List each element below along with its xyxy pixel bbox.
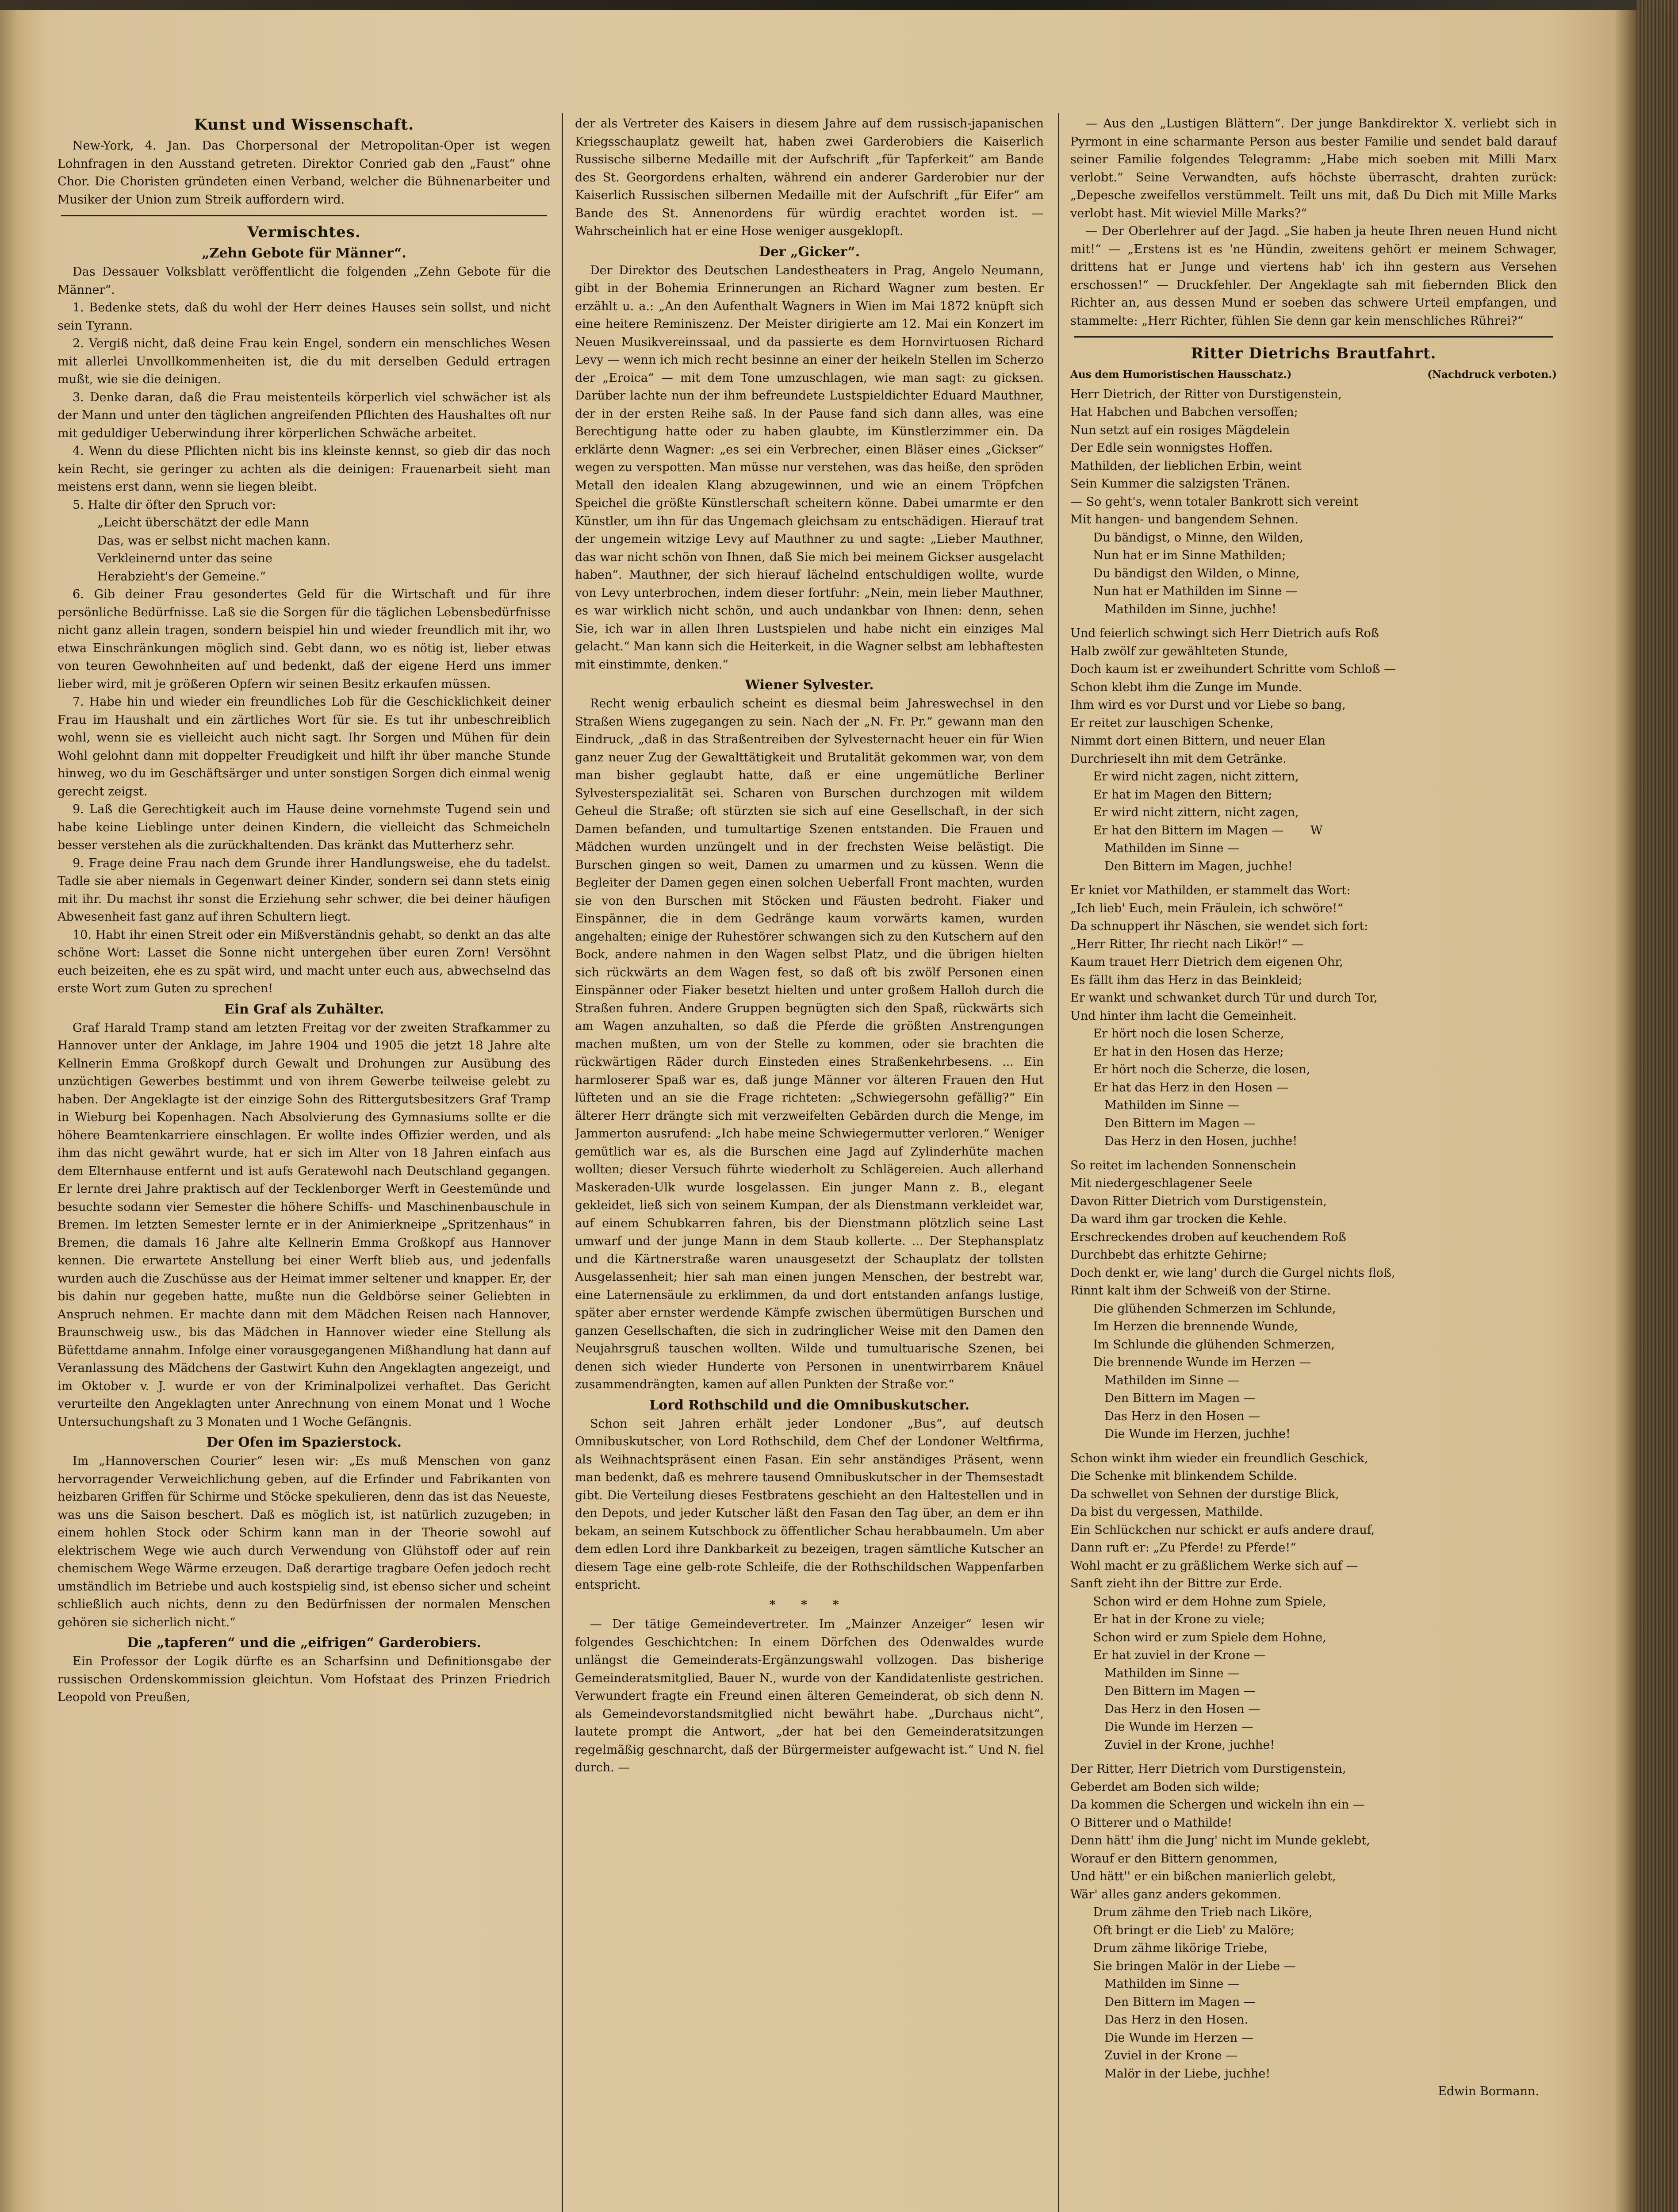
article-gemeindevertreter	[575, 1616, 1044, 1777]
paragraph: 2. Vergiß nicht, daß deine Frau kein Engel, sondern ein menschliches Wesen mit allerlei Unvollkommenheiten ist, die du mit derselben Geduld ertragen mußt, wie sie die deinigen.	[57, 337, 551, 386]
poem-line: Er hat in der Krone zu viele;	[1070, 1613, 1265, 1626]
poem-source: Aus dem Humoristischen Hausschatz.)	[1070, 369, 1292, 380]
poem-line: Sanft zieht ihn der Bittre zur Erde.	[1070, 1577, 1283, 1590]
article-title-garderobiers: Die „tapferen“ und die „eifrigen“ Garderobiers.	[127, 1635, 481, 1651]
poem-source-line	[1070, 366, 1557, 384]
paragraph: 1. Bedenke stets, daß du wohl der Herr deines Hauses sein sollst, und nicht sein Tyrann.	[57, 301, 551, 333]
article-rothschild	[575, 1415, 1044, 1594]
poem-line: Der Edle sein wonnigstes Hoffen.	[1070, 441, 1273, 455]
poem-line: Dann ruft er: „Zu Pferde! zu Pferde!“	[1070, 1541, 1297, 1555]
paragraph: — Der Oberlehrer auf der Jagd. „Sie haben ja heute Ihren neuen Hund nicht mit!“ — „Erstens ist es 'ne Hündin, zweitens gehört er meinem Schwager, drittens hat er Junge und viertens hab' ich ihn gestern aus Versehen erschossen!“ — Druckfehler. Der Angeklagte sah mit fiebernden Blick den Richter an, aus dessen Mund er soeben das schwere Urteil empfangen, und stammelte: „Herr Richter, fühlen Sie denn gar kein menschliches Rührei?“	[1070, 224, 1557, 328]
poem-line: Da ward ihm gar trocken die Kehle.	[1070, 1212, 1287, 1226]
poem-line: Die brennende Wunde im Herzen —	[1070, 1356, 1311, 1369]
poem-line: Das Herz in den Hosen, juchhe!	[1070, 1134, 1298, 1148]
poem-line: Und hätt'' er ein bißchen manierlich gelebt,	[1070, 1870, 1336, 1883]
poem-line: Erschreckendes droben auf keuchendem Roß	[1070, 1230, 1346, 1244]
poem-line: Die glühenden Schmerzen im Schlunde,	[1070, 1302, 1336, 1316]
poem-line: Mathilden, der lieblichen Erbin, weint	[1070, 459, 1302, 473]
section-divider	[61, 215, 547, 216]
poem-line: Wär' alles ganz anders gekommen.	[1070, 1887, 1281, 1901]
paragraph: Recht wenig erbaulich scheint es diesmal beim Jahreswechsel in den Straßen Wiens zugegangen zu sein. Nach der „N. Fr. Pr.“ gewann man den Eindruck, „daß in das Straßentreiben der Sylvesternacht heuer ein für Wien ganz neuer Zug der Gewalttätigkeit und Brutalität gekommen war, von dem man bisher geglaubt hatte, daß er eine ungemütliche Berliner Sylvesterspezialität sei. Scharen von Burschen durchzogen mit wildem Geheul die Straße; oft stürzten sie sich auf eine Gesellschaft, in der sich Damen befanden, und tumultartige Szenen entstanden. Die Frauen und Mädchen wurden unzüngelt und in der frechsten Weise belästigt. Die Burschen gingen so weit, Damen zu umarmen und zu küssen. Wenn die Begleiter der Damen gegen einen solchen Ueberfall Front machten, wurden sie von den Burschen mit Stöcken und Fäusten bedroht. Fiaker und Einspänner, die in dem Gedränge kaum vorwärts kamen, wurden angehalten; einige der Ruhestörer schwangen sich zu den Kutschern auf den Bock, andere nahmen in den Wagen selbst Platz, und die übrigen hielten sich rückwärts an dem Wagen fest, so daß oft bis zwölf Personen einen Einspänner oder Fiaker besetzt hielten und unter großem Halloh durch die Straßen fuhren. Andere Gruppen begnügten sich den Spaß, rückwärts sich am Wagen anzuhalten, so daß die Pferde die größten Anstrengungen machen mußten, um von der Stelle zu kommen, oder sie brachten die rückwärtigen Räder durch Einsteden eines Straßenkehrbesens. ... Ein harmloserer Spaß war es, daß junge Männer vor älteren Frauen den Hut lüfteten und an sie die Frage richteten: „Schwiegersohn gefällig?“ Ein älterer Herr drängte sich mit verzweifelten Gebärden durch die Menge, im Jammerton ausrufend: „Ich habe meine Schwiegermutter verloren.“ Weniger gemütlich war es, als die Burschen eine Jagd auf Zylinderhüte machen wollten; dieser Versuch führte wiederholt zu Schlägereien. Auch allerhand Maskeraden-Ulk wurde losgelassen. Ein junger Mann z. B., elegant gekleidet, ließ sich von seinem Kumpan, der als Dienstmann verkleidet war, auf einem Schubkarren fahren, bis der Dienstmann plötzlich seine Last umwarf und der junge Mann in dem Staub kollerte. ... Der Stephansplatz und die Kärtnerstraße waren unausgesetzt der Schauplatz der tollsten Ausgelassenheit; hier sah man einen jungen Menschen, der bestrebt war, eine Laternensäule zu erklimmen, da und dort entstanden anfangs lustige, später aber ernster werdende Kämpfe zwischen übermütigen Burschen und ganzen Gesellschaften, die sich in zudringlicher Weise mit den Damen den Neujahrsgruß tauschen wollten. Wilde und tumultuarische Szenen, bei denen sich wieder Hunderte von Personen in unentwirrbarem Knäuel zusammendrängten, kamen auf allen Punkten der Straße vor.“	[575, 697, 1044, 1391]
poem-line: Den Bittern im Magen —	[1070, 1684, 1256, 1698]
poem-line: Im Schlunde die glühenden Schmerzen,	[1070, 1337, 1335, 1352]
poem-line: Da schwellet von Sehnen der durstige Blick,	[1070, 1487, 1339, 1501]
poem-line: Durchbebt das erhitzte Gehirne;	[1070, 1248, 1267, 1262]
poem-line: Sie bringen Malör in der Liebe —	[1070, 1959, 1296, 1973]
asterisk-divider: * * *	[769, 1598, 850, 1612]
paragraph: Graf Harald Tramp stand am letzten Freitag vor der zweiten Strafkammer zu Hannover unter der Anklage, im Jahre 1904 und 1905 die jetzt 18 Jahre alte Kellnerin Emma Großkopf durch Gewalt und Drohungen zur Ausübung des unzüchtigen Gewerbes bestimmt und von ihrem Gewerbe teilweise gelebt zu haben. Der Angeklagte ist der einzige Sohn des Rittergutsbesitzers Graf Tramp in Wieburg bei Kopenhagen. Nach Absolvierung des Gymnasiums sollte er die höhere Beamtenkarriere einschlagen. Er wollte indes Offizier werden, und als ihm das nicht gewährt wurde, hat er sich im Alter von 18 Jahren einfach aus dem Elternhause entfernt und ist aufs Geratewohl nach Deutschland gegangen. Er lernte drei Jahre praktisch auf der Tecklenborger Werft in Geestemünde und besuchte sodann vier Semester die höhere Schiffs- und Maschinenbauschule in Bremen. Im letzten Semester lernte er in der Animierkneipe „Spritzenhaus“ in Bremen, die damals 16 Jahre alte Kellnerin Emma Großkopf aus Hannover kennen. Die erwartete Anstellung bei einer Werft blieb aus, und jedenfalls wurden auch die Zuschüsse aus der Heimat immer seltener und knapper. Er, der bis dahin nur gegeben hatte, mußte nun die Geldbörse seiner Geliebten in Anspruch nehmen. Er machte dann mit dem Mädchen Reisen nach Hannover, Braunschweig usw., bis das Mädchen in Hannover wieder eine Stellung als Büfettdame annahm. Infolge einer vorausgegangenen Mißhandlung hat dann auf Veranlassung des Mädchens der Gastwirt Kuhn den Angeklagten angezeigt, und im Oktober v. J. wurde er von der Kriminalpolizei verhaftet. Das Gericht verurteilte den Angeklagten unter Anrechnung von einem Monat und 1 Woche Untersuchungshaft zu 3 Monaten und 1 Woche Gefängnis.	[57, 1021, 551, 1429]
poem-line: Zuviel in der Krone, juchhe!	[1070, 1738, 1275, 1752]
poem-line: Er hat in den Hosen das Herze;	[1070, 1045, 1284, 1059]
poem-line: Da schnuppert ihr Näschen, sie wendet sich fort:	[1070, 919, 1368, 933]
poem-line: Den Bittern im Magen —	[1070, 1116, 1256, 1130]
paragraph: Im „Hannoverschen Courier“ lesen wir: „Es muß Menschen von ganz hervorragender Verweichlichung geben, auf die Erfinder und Fabrikanten von heizbaren Griffen für Schirme und Stöcke spekulieren, denn das ist das Neueste, was uns die Saison beschert. Daß es möglich ist, ist natürlich zuzugeben; in einem hohlen Stock oder Schirm kann man in der Theorie sowohl auf elektrischem Wege wie auch durch Verwendung von Glühstoff oder auf rein chemischem Wege Wärme erzeugen. Daß derartige tragbare Oefen jedoch recht umständlich im Betriebe und auch kostspielig sind, ist ebenso sicher und scheint schließlich auch nichts, denn zu den Bedürfnissen der normalen Menschen gehören sie sicherlich nicht.“	[57, 1454, 551, 1629]
poem-line: Geberdet am Boden sich wilde;	[1070, 1780, 1260, 1794]
section-heading-vermischtes: Vermischtes.	[247, 223, 361, 241]
article-garderobiers-cont	[575, 115, 1044, 241]
paragraph: — Der tätige Gemeindevertreter. Im „Mainzer Anzeiger“ lesen wir folgendes Geschichtchen: In einem Dörfchen des Odenwaldes wurde unlängst die Gemeinderats-Ergänzungswahl vollzogen. Das bisherige Gemeinderatsmitglied, Bauer N., wurde von der Kandidatenliste gestrichen. Verwundert fragte ein Freund einen älteren Gemeinderat, ob sich denn N. als Gemeindevorstandsmitglied nicht bewährt habe. „Durchaus nicht“, lautete prompt die Antwort, „der hat bei den Gemeinderatsitzungen regelmäßig geschnarcht, daß der Bürgermeister aufgewacht ist.“ Und N. fiel durch. —	[575, 1617, 1044, 1774]
poem-line: Die Wunde im Herzen, juchhe!	[1070, 1427, 1291, 1441]
poem-line: Den Bittern im Magen —	[1070, 1391, 1256, 1405]
poem-line: Das Herz in den Hosen —	[1070, 1409, 1260, 1423]
poem-line: Durchrieselt ihn mit dem Getränke.	[1070, 752, 1287, 766]
verse-line: Herabzieht's der Gemeine.“	[97, 569, 266, 584]
article-wiener-sylvester	[575, 695, 1044, 1394]
poem-line: Es fällt ihm das Herz in das Beinkleid;	[1070, 973, 1303, 987]
poem-line: Drum zähme den Trieb nach Liköre,	[1070, 1905, 1313, 1919]
article-graf	[57, 1019, 551, 1432]
poem-line: Oft bringt er die Lieb' zu Malöre;	[1070, 1923, 1295, 1937]
column-rule-1	[562, 113, 563, 2212]
poem-title: Ritter Dietrichs Brautfahrt.	[1191, 345, 1437, 362]
poem-line: Denn hätt' ihm die Jung' nicht im Munde geklebt,	[1070, 1834, 1370, 1847]
article-title-wiener-sylvester: Wiener Sylvester.	[745, 677, 874, 693]
poem-line: Halb zwölf zur gewählteten Stunde,	[1070, 644, 1288, 658]
poem-line: Er reitet zur lauschigen Schenke,	[1070, 716, 1274, 730]
poem-line: Mathilden im Sinne —	[1070, 1977, 1240, 1991]
poem-line: Er wird nicht zittern, nicht zagen,	[1070, 806, 1299, 819]
poem-line: Nimmt dort einen Bittern, und neuer Elan	[1070, 734, 1326, 748]
poem-line: O Bitterer und o Mathilde!	[1070, 1816, 1233, 1830]
poem-line: Die Wunde im Herzen —	[1070, 1720, 1253, 1734]
paragraph: Der Direktor des Deutschen Landestheaters in Prag, Angelo Neumann, gibt in der Bohemia Erinnerungen an Richard Wagner zum besten. Er erzählt u. a.: „An den Aufenthalt Wagners in Wien im Mai 1872 knüpft sich eine heitere Reminiszenz. Der Meister dirigierte am 12. Mai ein Konzert im Neuen Musikvereinssaal, und da passierte es dem Hornvirtuosen Richard Levy — wenn ich mich recht besinne an einer der heikeln Stellen im Scherzo der „Eroica“ — mit dem Tone umzuschlagen, wie man sagt: zu gicksen. Darüber lachte nun der ihm befreundete Lustspieldichter Eduard Mauthner, der in der ersten Reihe saß. In der Pause fand sich dann alles, was eine Berechtigung hatte oder zu haben glaubte, im Künstlerzimmer ein. Da erklärte denn Wagner: „es sei ein Verbrecher, einen Bläser eines „Gickser“ wegen zu verspotten. Man müsse nur verstehen, was das heiße, den spröden Metall den idealen Klang abzugewinnen, und wie an einem Tröpfchen Speichel die größte Künstlerschaft scheitern könne. Dabei umarmte er den Künstler, um ihn für das Ungemach gleichsam zu entschädigen. Hierauf trat der ungemein witzige Levy auf Mauthner zu und sagte: „Lieber Mauthner, das war nicht schön von Ihnen, daß Sie mich bei meinem Gickser ausgelacht haben“. Mauthner, der sich hierauf lächelnd entschuldigen wollte, wurde von Levy unterbrochen, indem dieser fortfuhr: „Nein, mein lieber Mauthner, es war wirklich nicht schön, und auch undankbar von Ihnen: denn, sehen Sie, ich war in allen Ihren Lustspielen und habe nicht ein einziges Mal gelacht.“ Man kann sich die Heiterkeit, in die Wagner selbst am lebhaftesten mit einstimmte, denken.“	[575, 263, 1044, 672]
poem-line: Er wird nicht zagen, nicht zittern,	[1070, 770, 1299, 783]
poem-line: Das Herz in den Hosen.	[1070, 2013, 1249, 2027]
poem-line: Mathilden im Sinne —	[1070, 841, 1240, 855]
column-2	[575, 115, 1044, 2212]
poem-line: Und feierlich schwingt sich Herr Dietrich aufs Roß	[1070, 626, 1379, 640]
poem-line: Nun hat er im Sinne Mathilden;	[1070, 549, 1286, 562]
column-3	[1070, 115, 1557, 2212]
article-title-zehn-gebote: „Zehn Gebote für Männer“.	[202, 246, 406, 261]
poem-line: Im Herzen die brennende Wunde,	[1070, 1320, 1298, 1333]
section-divider	[1074, 336, 1553, 338]
paragraph: 3. Denke daran, daß die Frau meistenteils körperlich viel schwächer ist als der Mann und unter den täglichen angreifenden Pflichten des Haushaltes oft nur mit geduldiger Ueberwindung ihrer körperlichen Schwäche arbeitet.	[57, 390, 551, 440]
article-title-graf: Ein Graf als Zuhälter.	[224, 1001, 384, 1017]
article-title-gicker: Der „Gicker“.	[759, 244, 860, 260]
poem-line: Ein Schlückchen nur schickt er aufs andere drauf,	[1070, 1523, 1375, 1537]
poem-line: Nun hat er Mathilden im Sinne —	[1070, 584, 1298, 598]
poem-line: Er hat zuviel in der Krone —	[1070, 1648, 1266, 1662]
article-ofen	[57, 1452, 551, 1632]
paragraph: 5. Halte dir öfter den Spruch vor:	[73, 498, 276, 512]
poem-line: Schon klebt ihm die Zunge im Munde.	[1070, 680, 1303, 694]
poem-line: Er kniet vor Mathilden, er stammelt das Wort:	[1070, 883, 1351, 897]
poem-author: Edwin Bormann.	[1438, 2085, 1539, 2098]
poem-line: Zuviel in der Krone —	[1070, 2049, 1238, 2062]
column-rule-2	[1058, 113, 1059, 2212]
poem-line: Er wankt und schwanket durch Tür und durch Tor,	[1070, 991, 1378, 1005]
poem-line: Mathilden im Sinne —	[1070, 1666, 1240, 1680]
poem-line: Doch denkt er, wie lang' durch die Gurgel nichts floß,	[1070, 1266, 1395, 1280]
poem-line: Mit hangen- und bangendem Sehnen.	[1070, 513, 1299, 526]
poem-line: Er hat den Bittern im Magen — W	[1070, 823, 1323, 837]
quoted-verse	[57, 514, 551, 586]
poem-line: Drum zähme likörige Triebe,	[1070, 1941, 1268, 1955]
paragraph: — Aus den „Lustigen Blättern“. Der junge Bankdirektor X. verliebt sich in Pyrmont in eine scharmante Person aus bester Familie und sendet bald darauf seiner Familie folgendes Telegramm: „Habe mich soeben mit Milli Marx verlobt.“ Seine Verwandten, aufs höchste überrascht, drahten zurück: „Depesche zweifellos verstümmelt. Teilt uns mit, daß Du Dich mit Mille Marks verlobt hast. Mit wieviel Mille Marks?“	[1070, 117, 1557, 220]
poem-line: Rinnt kalt ihm der Schweiß von der Stirne.	[1070, 1284, 1331, 1298]
poem-line: Ihm wird es vor Durst und vor Liebe so bang,	[1070, 698, 1346, 712]
poem-line: Worauf er den Bittern genommen,	[1070, 1851, 1278, 1866]
article-garderobiers	[57, 1653, 551, 1707]
poem-line: Du bändigst den Wilden, o Minne,	[1070, 566, 1300, 580]
poem-line: Mit niedergeschlagener Seele	[1070, 1176, 1253, 1190]
poem-line: „Ich lieb' Euch, mein Fräulein, ich schwöre!“	[1070, 901, 1344, 915]
stanza-gap	[1070, 1444, 1557, 1450]
poem-line: Du bändigst, o Minne, den Wilden,	[1070, 530, 1304, 545]
stanza-gap	[1070, 876, 1557, 882]
verse-line: Verkleinernd unter das seine	[97, 552, 272, 565]
paragraph: 10. Habt ihr einen Streit oder ein Mißverständnis gehabt, so denkt an das alte schöne Wort: Lasset die Sonne nicht untergehen über euren Zorn! Versöhnt euch beizeiten, ehe es zu spät wird, und macht unter euch aus, abwechselnd das erste Wort zum Guten zu sprechen!	[57, 928, 551, 995]
stanza-gap	[1070, 1151, 1557, 1157]
stanza-gap	[1070, 1754, 1557, 1760]
stanza-gap	[1070, 618, 1557, 625]
poem-line: Den Bittern im Magen —	[1070, 1995, 1256, 2009]
poem-body	[1070, 386, 1557, 2083]
poem-line: Wohl macht er zu gräßlichem Werke sich auf —	[1070, 1559, 1358, 1573]
paragraph: 7. Habe hin und wieder ein freundliches Lob für die Geschicklichkeit deiner Frau im Haushalt und ein zärtliches Wort für sie. Es tut ihr unbeschreiblich wohl, wenn sie es vielleicht auch nicht sagt. Ihr Sorgen und Mühen für dein Wohl gelohnt dann mit doppelter Freudigkeit und hilft ihr über manche Stunde hinweg, wo du im Geschäftsärger und unter sonstigen Sorgen dich einmal wenig gerecht zeigst.	[57, 695, 551, 799]
poem-line: Er hört noch die Scherze, die losen,	[1070, 1063, 1310, 1076]
poem-line: Kaum trauet Herr Dietrich dem eigenen Ohr,	[1070, 955, 1343, 969]
paragraph: New-York, 4. Jan. Das Chorpersonal der Metropolitan-Oper ist wegen Lohnfragen in den Ausstand getreten. Direktor Conried gab den „Faust“ ohne Chor. Die Choristen gründeten einen Verband, welcher die Bühnenarbeiter und Musiker der Union zum Streik auffordern wird.	[57, 139, 551, 207]
poem-line: „Herr Ritter, Ihr riecht nach Likör!“ —	[1070, 937, 1304, 951]
paragraph: 4. Wenn du diese Pflichten nicht bis ins kleinste kennst, so gieb dir das noch kein Recht, sie geringer zu achten als die deinigen: Frauenarbeit sieht man meistens erst dann, wenn sie liegen bleibt.	[57, 444, 551, 494]
poem-line: Da bist du vergessen, Mathilde.	[1070, 1505, 1263, 1519]
poem-line: Schon wird er zum Spiele dem Hohne,	[1070, 1630, 1326, 1644]
section-heading-kunst: Kunst und Wissenschaft.	[194, 116, 414, 134]
column-1	[57, 115, 551, 2212]
poem-line: Er hat das Herz in den Hosen —	[1070, 1080, 1289, 1094]
poem-line: Er hat im Magen den Bittern;	[1070, 787, 1272, 802]
article-kunst	[57, 137, 551, 209]
paragraph: 9. Frage deine Frau nach dem Grunde ihrer Handlungsweise, ehe du tadelst. Tadle sie aber niemals in Gegenwart deiner Kinder, sondern sei dann stets einig mit ihr. Du machst ihr sonst die Erziehung sehr schwer, die bei deiner häufigen Abwesenheit fast ganz auf ihren Schultern liegt.	[57, 856, 551, 924]
poem-line: Schon winkt ihm wieder ein freundlich Geschick,	[1070, 1451, 1368, 1465]
article-gicker	[575, 262, 1044, 674]
poem-line: Die Schenke mit blinkendem Schilde.	[1070, 1469, 1298, 1483]
poem-line: Der Ritter, Herr Dietrich vom Durstigenstein,	[1070, 1762, 1346, 1776]
article-lustige-blaetter	[1070, 115, 1557, 330]
reprint-notice: (Nachdruck verboten.)	[1427, 369, 1557, 380]
poem-line: Er hört noch die losen Scherze,	[1070, 1027, 1284, 1041]
book-spine-edge	[1636, 0, 1678, 2212]
poem-line: Doch kaum ist er zweihundert Schritte vom Schloß —	[1070, 662, 1396, 676]
paragraph: 9. Laß die Gerechtigkeit auch im Hause deine vornehmste Tugend sein und habe keine Lieblinge unter deinen Kindern, die vielleicht das Schmeicheln besser verstehen als die zurückhaltenden. Das kränkt das Mutterherz sehr.	[57, 803, 551, 852]
poem-line: Sein Kummer die salzigsten Tränen.	[1070, 477, 1290, 491]
poem-line: So reitet im lachenden Sonnenschein	[1070, 1158, 1297, 1172]
article-zehn-gebote	[57, 263, 551, 514]
poem-line: Da kommen die Schergen und wickeln ihn ein —	[1070, 1798, 1365, 1812]
paragraph: Das Dessauer Volksblatt veröffentlicht die folgenden „Zehn Gebote für die Männer“.	[57, 265, 551, 297]
page-top-edge	[0, 0, 1678, 10]
poem-line: Das Herz in den Hosen —	[1070, 1702, 1260, 1716]
poem-line: Schon wird er dem Hohne zum Spiele,	[1070, 1594, 1326, 1609]
article-title-rothschild: Lord Rothschild und die Omnibuskutscher.	[649, 1397, 969, 1413]
poem-line: Herr Dietrich, der Ritter von Durstigenstein,	[1070, 387, 1342, 401]
article-zehn-gebote-cont	[57, 586, 551, 998]
paragraph: Ein Professor der Logik dürfte es an Scharfsinn und Definitionsgabe der russischen Ordenskommission gleichtun. Vom Hofstaat des Prinzen Friedrich Leopold von Preußen,	[57, 1655, 551, 1704]
poem-line: Die Wunde im Herzen —	[1070, 2031, 1253, 2045]
paragraph: Schon seit Jahren erhält jeder Londoner „Bus“, auf deutsch Omnibuskutscher, von Lord Rothschild, dem Chef der Londoner Weltfirma, als Weihnachtspräsent einen Fasan. Ein sehr anständiges Präsent, wenn man bedenkt, daß es mehrere tausend Omnibuskutscher in der Themsestadt gibt. Die Verteilung dieses Festbratens geschieht an den Haltestellen und in den Depots, und jeder Kutscher läßt den Fasan den Tag über, an dem er ihn bekam, an seinem Kutschbock zu öffentlicher Schau herabbaumeln. Um aber dem edlen Lord ihre Dankbarkeit zu bezeigen, tragen sämtliche Kutscher an diesem Tage eine gelb-rote Schleife, die der Rothschildschen Wappenfarben entspricht.	[575, 1417, 1044, 1592]
poem-line: Mathilden im Sinne —	[1070, 1373, 1240, 1387]
poem-line: Mathilden im Sinne —	[1070, 1098, 1240, 1112]
poem-line: Mathilden im Sinne, juchhe!	[1070, 602, 1277, 616]
verse-line: „Leicht überschätzt der edle Mann	[97, 516, 309, 530]
poem-line: Nun setzt auf ein rosiges Mägdelein	[1070, 423, 1290, 437]
paragraph: der als Vertreter des Kaisers in diesem Jahre auf dem russisch-japanischen Kriegsschauplatz geweilt hat, haben zwei Garderobiers die Kaiserlich Russische silberne Medaille mit der Aufschrift „für Tapferkeit“ am Bande des St. Georgordens erhalten, während ein anderer Garderobier nur der Kaiserlich Russischen silbernen Medaille mit der Aufschrift „für Eifer“ am Bande des St. Annenordens für würdig erachtet worden ist. — Wahrscheinlich hat er eine Hose weniger ausgeklopft.	[575, 117, 1044, 238]
poem-line: Hat Habchen und Babchen versoffen;	[1070, 405, 1298, 419]
article-title-ofen: Der Ofen im Spazierstock.	[207, 1435, 402, 1450]
poem-line: Malör in der Liebe, juchhe!	[1070, 2066, 1271, 2081]
verse-line: Das, was er selbst nicht machen kann.	[97, 534, 330, 548]
poem-line: Und hinter ihm lacht die Gemeinheit.	[1070, 1009, 1297, 1023]
poem-line: Davon Ritter Dietrich vom Durstigenstein,	[1070, 1194, 1327, 1208]
paragraph: 6. Gib deiner Frau gesondertes Geld für die Wirtschaft und für ihre persönliche Bedürfnisse. Laß sie die Sorgen für die täglichen Lebensbedürfnisse nicht ganz allein tragen, sondern beispiel hin und wieder freundlich mit ihr, wo etwa Einschränkungen möglich sind. Gebt dann, wo es nötig ist, lieber etwas von teuren Gewohnheiten auf und bedenkt, daß der eigene Herd uns immer lieber wird, mit je größeren Opfern wir seinen Besitz erkaufen müssen.	[57, 588, 551, 691]
poem-line: — So geht's, wenn totaler Bankrott sich vereint	[1070, 495, 1359, 509]
poem-line: Den Bittern im Magen, juchhe!	[1070, 859, 1293, 873]
